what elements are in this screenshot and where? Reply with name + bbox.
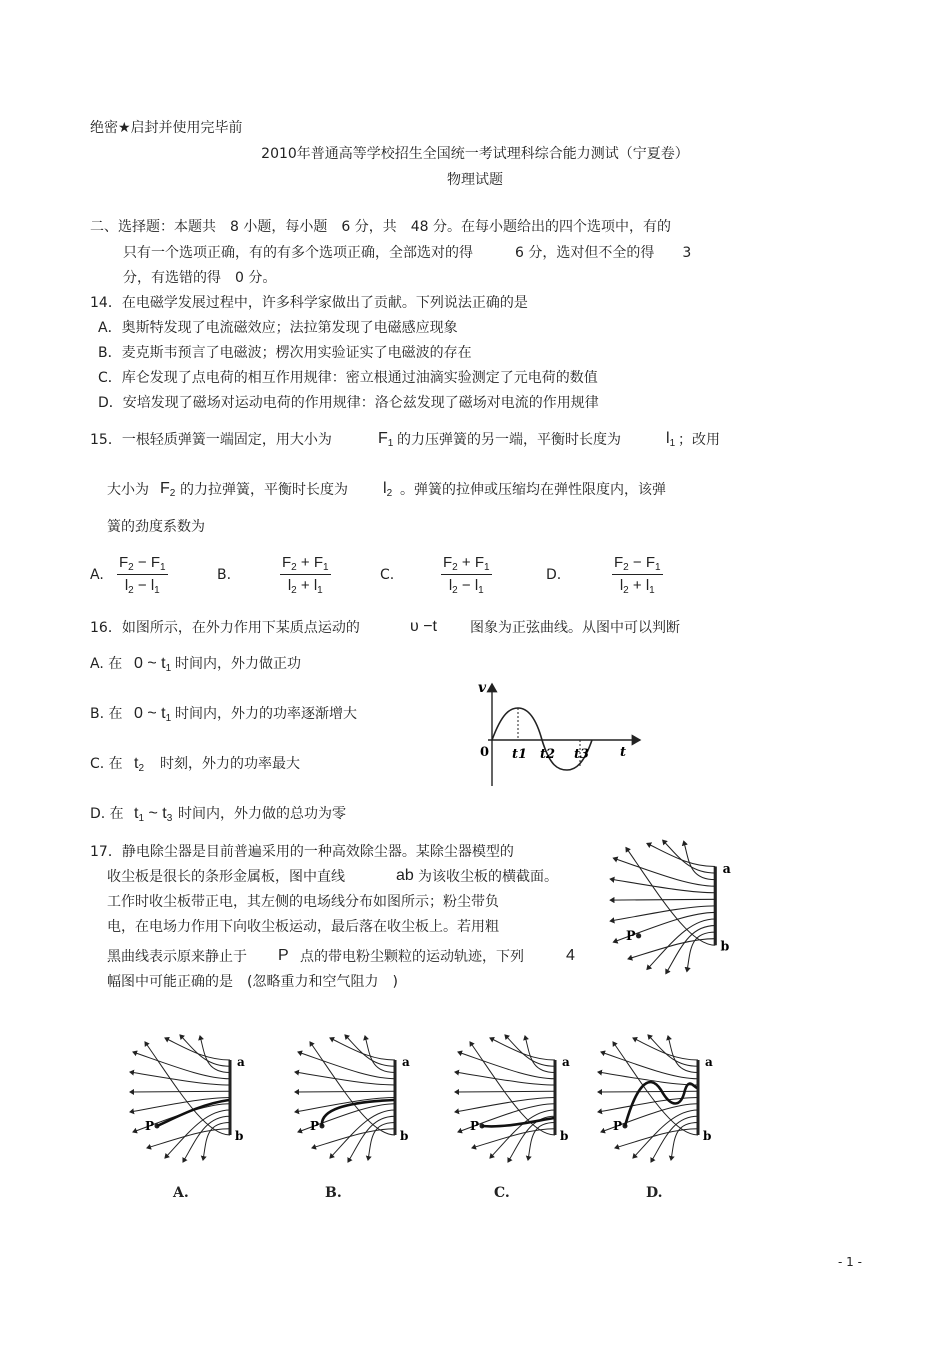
q16-option-b-interval: 0 ~ $t_1$	[134, 705, 172, 724]
q15-l1: $l_1$	[666, 430, 676, 449]
q15-option-b-label: B.	[217, 567, 232, 583]
label-b: b	[400, 1129, 409, 1143]
q14-option-a: A．奥斯特发现了电流磁效应；法拉第发现了电磁感应现象	[98, 320, 458, 336]
field-line	[528, 1123, 555, 1161]
point-p-dot	[636, 933, 641, 938]
page-number: - 1 -	[838, 1255, 862, 1269]
q16-stem-part2: 图象为正弦曲线。从图中可以判断	[470, 620, 680, 636]
t2-label: t2	[540, 747, 556, 762]
q17-option-a-label: A.	[173, 1185, 189, 1201]
field-line	[368, 1123, 395, 1161]
q15-option-a-label: A.	[90, 567, 104, 583]
particle-trajectory	[322, 1100, 394, 1126]
q14-option-d: D．安培发现了磁场对运动电荷的作用规律：洛仑兹发现了磁场对电流的作用规律	[98, 395, 599, 411]
q15-option-b-formula: $\frac{F_2 + F_1}{l_2 + l_1}$	[282, 554, 329, 596]
label-b: b	[560, 1129, 569, 1143]
q16-option-d-prefix: D. 在	[90, 806, 124, 822]
label-b: b	[235, 1129, 244, 1143]
q17-line4: 电，在电场力作用下向收尘板运动，最后落在收尘板上。若用粗	[107, 919, 499, 935]
q16-option-c-prefix: C. 在	[90, 756, 123, 772]
origin-label: 0	[480, 745, 490, 760]
field-figure-option-a	[125, 1030, 255, 1170]
field-line	[525, 1036, 555, 1073]
t1-label: t1	[512, 747, 528, 762]
label-a: a	[402, 1055, 410, 1069]
q15-f1: $F_1$	[378, 430, 394, 449]
exam-subtitle: 物理试题	[447, 172, 503, 188]
q16-option-b-prefix: B. 在	[90, 706, 123, 722]
q14-option-c: C．库仑发现了点电荷的相互作用规律：密立根通过油滴实验测定了元电荷的数值	[98, 370, 598, 386]
field-line	[180, 1035, 230, 1066]
q17-line1: 17．静电除尘器是目前普遍采用的一种高效除尘器。某除尘器模型的	[90, 844, 514, 860]
q17-P: P	[278, 947, 289, 964]
q17-option-c-label: C.	[494, 1185, 510, 1201]
q16-stem-part1: 16．如图所示，在外力作用下某质点运动的	[90, 620, 360, 636]
label-p: P	[626, 928, 636, 943]
q16-option-a-interval: 0 ~ $t_1$	[134, 655, 172, 674]
field-figure-option-b	[290, 1030, 420, 1170]
q15-option-d-formula: $\frac{F_2 - F_1}{l_2 + l_1}$	[614, 554, 661, 596]
field-line	[165, 1038, 230, 1060]
t3-label: t3	[574, 747, 590, 762]
field-line	[145, 1042, 230, 1135]
field-figure-option-d	[593, 1030, 723, 1170]
q17-line2c: 为该收尘板的横截面。	[418, 869, 558, 885]
q15-l2: $l_2$	[383, 480, 393, 499]
field-line	[455, 1072, 555, 1085]
q14-option-b: B．麦克斯韦预言了电磁波；楞次用实验证实了电磁波的存在	[98, 345, 472, 361]
vt-sine-graph	[470, 678, 660, 788]
label-p: P	[613, 1119, 623, 1133]
q15-option-c-label: C.	[380, 567, 395, 583]
q17-option-d-label: D.	[646, 1185, 663, 1201]
label-a: a	[562, 1055, 570, 1069]
field-line	[648, 1035, 698, 1066]
field-line	[684, 841, 716, 879]
q15-stem-part6: 。弹簧的拉伸或压缩均在弹性限度内，该弹	[400, 482, 666, 498]
section-intro-line3: 分，有选错的得 0 分。	[123, 270, 277, 286]
field-figure-option-c	[450, 1030, 580, 1170]
section-intro-line2: 只有一个选项正确，有的有多个选项正确，全部选对的得 6 分，选对但不全的得 3	[123, 245, 692, 261]
q17-line2a: 收尘板是很长的条形金属板，图中直线	[107, 869, 345, 885]
q16-vt-symbol: υ −t	[410, 618, 437, 635]
q15-option-d-label: D.	[546, 567, 562, 583]
field-line	[626, 848, 715, 946]
field-line	[203, 1123, 230, 1161]
q15-stem-part4: 大小为	[107, 482, 149, 498]
q16-option-c-text: 时刻，外力的功率最大	[160, 756, 300, 772]
q17-option-b-label: B.	[325, 1185, 342, 1201]
field-line	[647, 843, 715, 866]
confidential-mark: 绝密★启封并使用完毕前	[90, 120, 243, 136]
q15-stem-part5: 的力拉弹簧，平衡时长度为	[180, 482, 348, 498]
field-line	[668, 1036, 698, 1073]
q16-option-d-interval: $t_1$ ~ $t_3$	[134, 805, 173, 824]
q17-line5c: 点的带电粉尘颗粒的运动轨迹，下列	[300, 949, 524, 965]
q17-line6: 幅图中可能正确的是 (忽略重力和空气阻力 )	[107, 974, 398, 990]
q16-option-b-text: 时间内，外力的功率逐渐增大	[175, 706, 357, 722]
q15-stem-part2: 的力压弹簧的另一端，平衡时长度为	[397, 432, 621, 448]
field-line	[365, 1036, 395, 1073]
exam-title: 2010年普通高等学校招生全国统一考试理科综合能力测试（宁夏卷）	[261, 146, 689, 162]
q14-stem: 14．在电磁学发展过程中，许多科学家做出了贡献。下列说法正确的是	[90, 295, 528, 311]
label-a: a	[722, 860, 731, 876]
field-line	[671, 1123, 698, 1161]
label-p: P	[310, 1119, 320, 1133]
field-figure-main	[605, 835, 755, 975]
q17-line5a: 黑曲线表示原来静止于	[107, 949, 247, 965]
q15-stem-part7: 簧的劲度系数为	[107, 519, 205, 535]
field-line	[130, 1072, 230, 1085]
q17-ab: ab	[396, 867, 414, 884]
field-line	[633, 1038, 698, 1060]
field-line	[490, 1038, 555, 1060]
q16-option-a-prefix: A. 在	[90, 656, 123, 672]
label-p: P	[470, 1119, 480, 1133]
q16-option-c-time: $t_2$	[134, 755, 145, 774]
field-line	[663, 840, 716, 873]
q15-option-c-formula: $\frac{F_2 + F_1}{l_2 - l_1}$	[443, 554, 490, 596]
t-axis-label: t	[620, 745, 627, 760]
label-a: a	[237, 1055, 245, 1069]
q15-option-a-formula: $\frac{F_2 - F_1}{l_2 - l_1}$	[119, 554, 166, 596]
q15-stem-part1: 15．一根轻质弹簧一端固定，用大小为	[90, 432, 332, 448]
q15-f2: $F_2$	[160, 480, 176, 499]
q15-stem-part3: ；改用	[678, 432, 720, 448]
section-intro-line1: 二、选择题：本题共 8 小题，每小题 6 分，共 48 分。在每小题给出的四个选项中，有的	[90, 219, 671, 235]
label-b: b	[703, 1129, 712, 1143]
field-line	[610, 879, 715, 893]
label-p: P	[145, 1119, 155, 1133]
q16-option-a-text: 时间内，外力做正功	[175, 656, 301, 672]
label-a: a	[705, 1055, 713, 1069]
q17-four: 4	[566, 947, 575, 964]
field-line	[505, 1035, 555, 1066]
field-line	[330, 1038, 395, 1060]
q17-line3: 工作时收尘板带正电，其左侧的电场线分布如图所示；粉尘带负	[107, 894, 499, 910]
q16-option-d-text: 时间内，外力做的总功为零	[178, 806, 346, 822]
label-b: b	[720, 938, 730, 954]
particle-trajectory	[157, 1100, 229, 1126]
field-line	[295, 1072, 395, 1085]
field-line	[200, 1036, 230, 1073]
field-line	[687, 932, 715, 971]
field-line	[345, 1035, 395, 1066]
v-axis-label: v	[478, 680, 487, 696]
